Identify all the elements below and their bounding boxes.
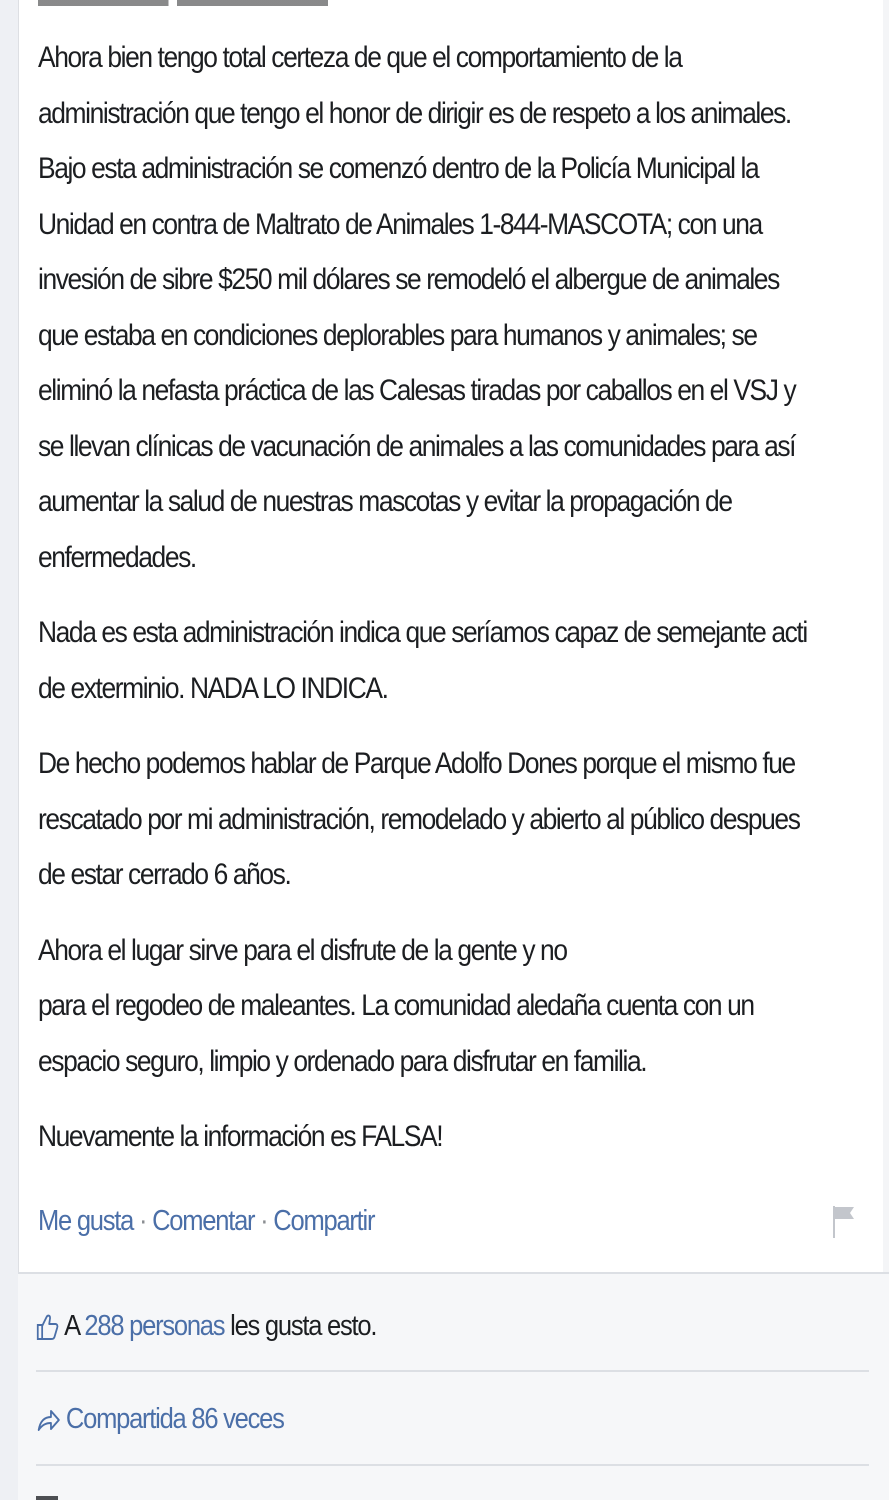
next-item-stub [36, 1496, 58, 1500]
post-paragraph-5: Nuevamente la información es FALSA! [38, 1120, 443, 1153]
flag-icon[interactable] [832, 1200, 856, 1240]
comment-link[interactable]: Comentar [152, 1205, 255, 1237]
post-body [38, 30, 865, 1185]
likes-count-link[interactable]: 288 personas [84, 1310, 225, 1342]
clipped-previous-line [38, 0, 338, 8]
post-paragraph-1: Ahora bien tengo total certeza de que el comportamiento de la administración que tengo el honor de dirigir es de respeto a los animales. Bajo esta administración se comenzó dentro de la Policía Municipal la Unidad en contra de Maltrato de Animales 1-844-MASCOTA; con una invesión de sibre $250 mil dólares se remodeló el albergue de animales que estaba en condiciones deplorables para humanos y animales; se eliminó la nefasta práctica de las Calesas tiradas por caballos en el VSJ y se llevan clínicas de vacunación de animales a las comunidades para así aumentar la salud de nuestras mascotas y evitar la propagación de enfermedades. [38, 41, 796, 574]
stats-divider [36, 1370, 869, 1372]
post-actions [38, 1205, 374, 1238]
thumbs-up-icon [36, 1313, 59, 1341]
like-link[interactable]: Me gusta [38, 1205, 134, 1237]
likes-summary [36, 1310, 376, 1343]
likes-prefix: A [64, 1310, 85, 1342]
shares-summary [36, 1403, 284, 1436]
action-separator: · [133, 1205, 153, 1237]
likes-suffix: les gusta esto. [224, 1310, 377, 1342]
post-paragraph-2: Nada es esta administración indica que seríamos capaz de semejante acti de exterminio. NADA LO INDICA. [38, 616, 807, 705]
page-left-gutter [0, 0, 19, 1500]
stats-divider [36, 1464, 869, 1466]
shares-count-link[interactable]: Compartida 86 veces [65, 1403, 284, 1435]
post-paragraph-3: De hecho podemos hablar de Parque Adolfo Dones porque el mismo fue rescatado por mi administración, remodelado y abierto al público despues de estar cerrado 6 años. [38, 747, 800, 891]
post-paragraph-4: Ahora el lugar sirve para el disfrute de la gente y no para el regodeo de maleantes. La comunidad aledaña cuenta con un espacio seguro, limpio y ordenado para disfrutar en familia. [38, 933, 754, 1078]
share-arrow-icon [36, 1406, 61, 1434]
action-separator: · [254, 1205, 274, 1237]
share-link[interactable]: Compartir [273, 1205, 375, 1237]
